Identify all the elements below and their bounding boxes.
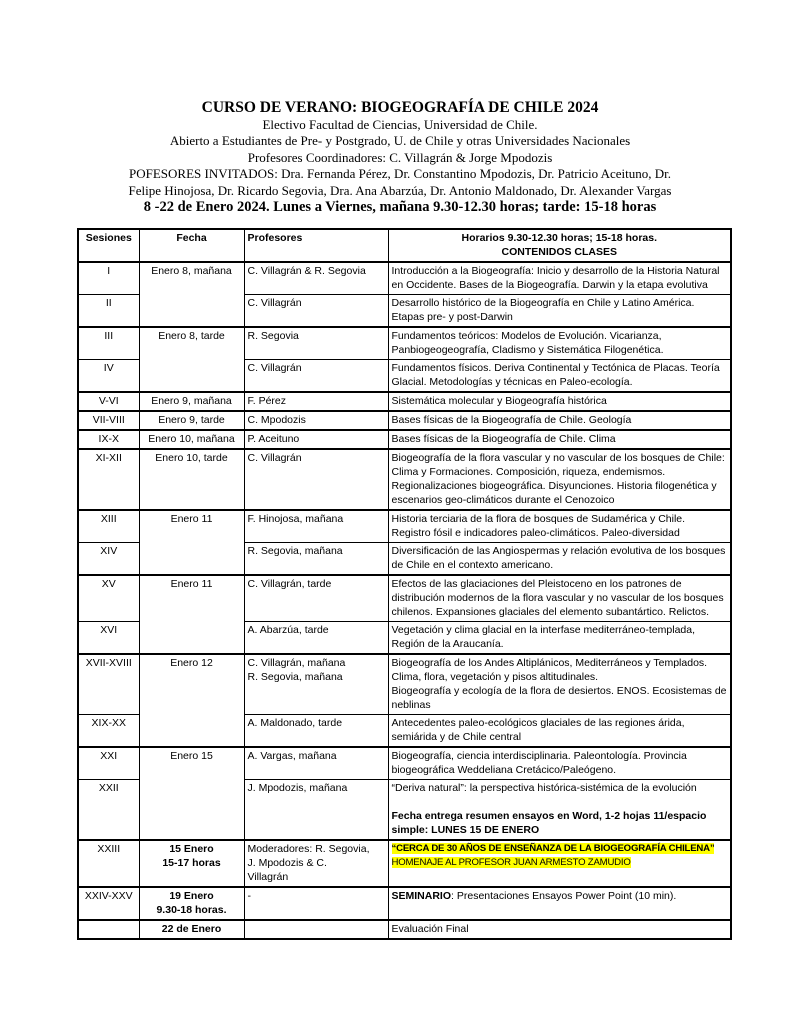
content-paragraph [392, 432, 728, 446]
header-line: Electivo Facultad de Ciencias, Universidad de Chile. [262, 116, 538, 132]
professors-cell [244, 262, 388, 295]
content-paragraph [392, 577, 728, 619]
session-cell: IX-X [78, 430, 139, 449]
date-line: Enero 9, mañana [151, 394, 232, 407]
professor-line: C. Villagrán, tarde [247, 577, 332, 590]
session-cell: V-VI [78, 392, 139, 411]
content-text: Bases físicas de la Biogeografía de Chile. Geología [391, 413, 632, 426]
table-row [78, 575, 731, 622]
highlighted-text: “CERCA DE 30 AÑOS DE ENSEÑANZA DE LA BIOGEOGRAFÍA CHILENA” [391, 842, 715, 854]
professor-line: C. Villagrán, mañana [247, 656, 346, 669]
content-text: Biogeografía, ciencia interdisciplinaria. Paleontología. Provincia biogeográfica Weddeliana Cretácico/Paleógeno. [391, 749, 687, 776]
professors-cell [244, 747, 388, 780]
professors-cell [244, 392, 388, 411]
table-row [78, 327, 731, 360]
content-text: SEMINARIO [391, 889, 452, 902]
content-text: Bases físicas de la Biogeografía de Chile. Clima [391, 432, 616, 445]
column-header-line: CONTENIDOS CLASES [501, 245, 617, 258]
content-cell [388, 327, 731, 360]
content-paragraph [392, 870, 728, 884]
professor-line: F. Pérez [247, 394, 287, 407]
session-cell: XIII [78, 510, 139, 543]
date-cell [139, 575, 244, 654]
content-paragraph [392, 413, 728, 427]
professor-line: J. Mpodozis & C. [247, 856, 327, 869]
header-line: Felipe Hinojosa, Dr. Ricardo Segovia, Dra. Ana Abarzúa, Dr. Antonio Maldonado, Dr. Alexander Vargas [128, 182, 672, 198]
date-line: Enero 11 [170, 512, 213, 525]
content-text: “Deriva natural”: la perspectiva histórica-sistémica de la evolución [391, 781, 697, 794]
content-text: Desarrollo histórico de la Biogeografía en Chile y Latino América. Etapas pre- y post-Darwin [391, 296, 695, 323]
professors-cell [244, 411, 388, 430]
content-paragraph [392, 781, 728, 795]
content-text: Introducción a la Biogeografía: Inicio y desarrollo de la Historia Natural en Occidente. Bases de la Biogeografía. Darwin y la etapa evolutiva [391, 264, 720, 291]
content-text: Diversificación de las Angiospermas y relación evolutiva de los bosques de Chile en el contexto americano. [391, 544, 726, 571]
date-line: 19 Enero [169, 889, 214, 902]
professors-cell [244, 430, 388, 449]
content-paragraph [392, 922, 728, 936]
date-cell [139, 920, 244, 939]
content-paragraph [392, 329, 728, 357]
content-cell [388, 887, 731, 920]
session-cell: XXIV-XXV [78, 887, 139, 920]
content-paragraph [392, 451, 728, 507]
date-line: Enero 15 [170, 749, 213, 762]
content-paragraph [392, 544, 728, 572]
professors-cell [244, 654, 388, 715]
course-title: CURSO DE VERANO: BIOGEOGRAFÍA DE CHILE 2024 [201, 99, 599, 116]
professor-line: C. Villagrán [247, 451, 302, 464]
content-paragraph [392, 656, 728, 684]
professors-cell [244, 327, 388, 360]
session-cell: I [78, 262, 139, 295]
table-row [78, 840, 731, 887]
date-cell [139, 510, 244, 575]
table-row [78, 430, 731, 449]
date-cell [139, 430, 244, 449]
table-row [78, 654, 731, 715]
content-cell [388, 747, 731, 780]
content-text: Vegetación y clima glacial en la interfase mediterráneo-templada, Región de la Araucanía. [391, 623, 696, 650]
professors-cell [244, 510, 388, 543]
date-cell [139, 262, 244, 327]
professors-cell [244, 359, 388, 392]
professors-cell [244, 575, 388, 622]
content-paragraph [392, 296, 728, 324]
table-row [78, 449, 731, 510]
date-line: Enero 8, tarde [158, 329, 225, 342]
session-cell: XI-XII [78, 449, 139, 510]
column-header-line: Profesores [247, 231, 303, 244]
professor-line: A. Maldonado, tarde [247, 716, 343, 729]
content-paragraph [392, 795, 728, 809]
content-paragraph [392, 394, 728, 408]
professor-line: A. Abarzúa, tarde [247, 623, 329, 636]
content-paragraph [392, 749, 728, 777]
table-row [78, 392, 731, 411]
professor-line: P. Aceituno [247, 432, 300, 445]
session-cell: XXII [78, 779, 139, 840]
session-cell: IV [78, 359, 139, 392]
professors-cell [244, 294, 388, 327]
date-line: 15 Enero [169, 842, 214, 855]
column-header [139, 229, 244, 262]
content-text: Evaluación Final [391, 922, 469, 935]
session-cell: XXI [78, 747, 139, 780]
content-paragraph [392, 809, 728, 837]
column-header-line: Sesiones [85, 231, 132, 244]
professors-cell [244, 840, 388, 887]
date-cell [139, 392, 244, 411]
professor-line: C. Villagrán & R. Segovia [247, 264, 366, 277]
table-row [78, 510, 731, 543]
date-line: 9.30-18 horas. [156, 903, 227, 916]
date-line: Enero 11 [170, 577, 213, 590]
header-line: Profesores Coordinadores: C. Villagrán & Jorge Mpodozis [247, 149, 553, 165]
content-cell [388, 714, 731, 747]
professors-cell [244, 920, 388, 939]
professor-line: R. Segovia [247, 329, 299, 342]
content-cell [388, 779, 731, 840]
professor-line: F. Hinojosa, mañana [247, 512, 344, 525]
content-paragraph [392, 889, 728, 903]
content-paragraph [392, 716, 728, 744]
date-cell [139, 327, 244, 392]
table-row [78, 262, 731, 295]
content-cell [388, 654, 731, 715]
date-line: 15-17 horas [162, 856, 221, 869]
content-paragraph [392, 842, 728, 856]
content-text: Historia terciaria de la flora de bosques de Sudamérica y Chile. Registro fósil e indicadores paleo-climáticos. Paleo-diversidad [391, 512, 686, 539]
header-lines [0, 117, 800, 200]
content-paragraph [392, 512, 728, 540]
schedule-table [77, 228, 732, 940]
content-cell [388, 411, 731, 430]
content-paragraph [392, 361, 728, 389]
schedule-line: 8 -22 de Enero 2024. Lunes a Viernes, mañana 9.30-12.30 horas; tarde: 15-18 horas [143, 199, 657, 215]
content-cell [388, 262, 731, 295]
table-row [78, 411, 731, 430]
date-cell [139, 840, 244, 887]
date-line: Enero 12 [170, 656, 213, 669]
content-text: Sistemática molecular y Biogeografía histórica [391, 394, 607, 407]
date-line: Enero 9, tarde [158, 413, 225, 426]
date-cell [139, 747, 244, 840]
content-cell [388, 621, 731, 654]
document-header [0, 0, 800, 216]
date-line: Enero 8, mañana [151, 264, 232, 277]
content-text: Fundamentos físicos. Deriva Continental y Tectónica de Placas. Teoría Glacial. Metodologías y técnicas en Paleo-ecología. [391, 361, 720, 388]
table-header-row [78, 229, 731, 262]
content-cell [388, 392, 731, 411]
table-row [78, 747, 731, 780]
table-row [78, 920, 731, 939]
highlighted-text: HOMENAJE AL PROFESOR JUAN ARMESTO ZAMUDIO [391, 856, 631, 868]
table-body [78, 262, 731, 939]
session-cell: II [78, 294, 139, 327]
content-cell [388, 449, 731, 510]
content-cell [388, 920, 731, 939]
session-cell: III [78, 327, 139, 360]
professors-cell [244, 449, 388, 510]
column-header-line: Horarios 9.30-12.30 horas; 15-18 horas. [461, 231, 657, 244]
content-text: Antecedentes paleo-ecológicos glaciales de las regiones árida, semiárida y de Chile central [391, 716, 685, 743]
date-cell [139, 411, 244, 430]
content-text: : Presentaciones Ensayos Power Point (10 min). [451, 889, 677, 902]
professors-cell [244, 887, 388, 920]
column-header-line: Fecha [176, 231, 207, 244]
content-cell [388, 510, 731, 543]
table-row [78, 887, 731, 920]
professors-cell [244, 714, 388, 747]
professors-cell [244, 621, 388, 654]
professor-line: J. Mpodozis, mañana [247, 781, 348, 794]
content-text: Fecha entrega resumen ensayos en Word, 1-2 hojas 11/espacio simple: LUNES 15 DE ENERO [391, 809, 707, 836]
content-cell [388, 359, 731, 392]
session-cell: XIV [78, 542, 139, 575]
column-header [78, 229, 139, 262]
session-cell [78, 920, 139, 939]
content-paragraph [392, 856, 728, 870]
content-cell [388, 542, 731, 575]
professor-line: C. Villagrán [247, 296, 302, 309]
session-cell: XVII-XVIII [78, 654, 139, 715]
professor-line: R. Segovia, mañana [247, 670, 343, 683]
professor-line: Moderadores: R. Segovia, [247, 842, 370, 855]
content-paragraph [392, 684, 728, 712]
header-line: Abierto a Estudiantes de Pre- y Postgrado, U. de Chile y otras Universidades Nacionales [169, 133, 631, 148]
header-line: POFESORES INVITADOS: Dra. Fernanda Pérez, Dr. Constantino Mpodozis, Dr. Patricio Aceituno, Dr. [128, 166, 672, 181]
session-cell: XVI [78, 621, 139, 654]
content-text: Fundamentos teóricos: Modelos de Evolución. Vicarianza, Panbiogeogeografía, Cladismo y Sistemática Filogenética. [391, 329, 664, 356]
column-header [244, 229, 388, 262]
professor-line: A. Vargas, mañana [247, 749, 337, 762]
professor-line: R. Segovia, mañana [247, 544, 343, 557]
content-cell [388, 840, 731, 887]
professors-cell [244, 542, 388, 575]
professors-cell [244, 779, 388, 840]
content-cell [388, 294, 731, 327]
content-text: Biogeografía y ecología de la flora de desiertos. ENOS. Ecosistemas de neblinas [391, 684, 727, 711]
content-text: Biogeografía de los Andes Altiplánicos, Mediterráneos y Templados. Clima, flora, vegetación y pisos altitudinales. [391, 656, 708, 683]
professor-line: C. Mpodozis [247, 413, 306, 426]
date-cell [139, 654, 244, 747]
session-cell: XV [78, 575, 139, 622]
content-text: Biogeografía de la flora vascular y no vascular de los bosques de Chile: Clima y Formaciones. Composición, riqueza, endemismos. Regionalizaciones biogeográfica. Disyunciones. Historia filogenética y escenarios geo-climáticos durante el Cenozoico [391, 451, 725, 506]
session-cell: XIX-XX [78, 714, 139, 747]
date-line: 22 de Enero [161, 922, 222, 935]
session-cell: XXIII [78, 840, 139, 887]
content-paragraph [392, 623, 728, 651]
date-cell [139, 449, 244, 510]
content-text: Efectos de las glaciaciones del Pleistoceno en los patrones de distribución modernos de la flora vascular y no vascular de los bosques chilenos. Expansiones glaciales del elemento subantártico. Relictos. [391, 577, 724, 618]
content-paragraph [392, 264, 728, 292]
content-cell [388, 575, 731, 622]
date-line: Enero 10, tarde [155, 451, 228, 464]
professor-line: Villagrán [247, 870, 289, 883]
session-cell: VII-VIII [78, 411, 139, 430]
content-cell [388, 430, 731, 449]
professor-line: - [247, 889, 251, 902]
date-line: Enero 10, mañana [148, 432, 235, 445]
date-cell [139, 887, 244, 920]
professor-line: C. Villagrán [247, 361, 302, 374]
column-header [388, 229, 731, 262]
professor-line [248, 922, 385, 936]
